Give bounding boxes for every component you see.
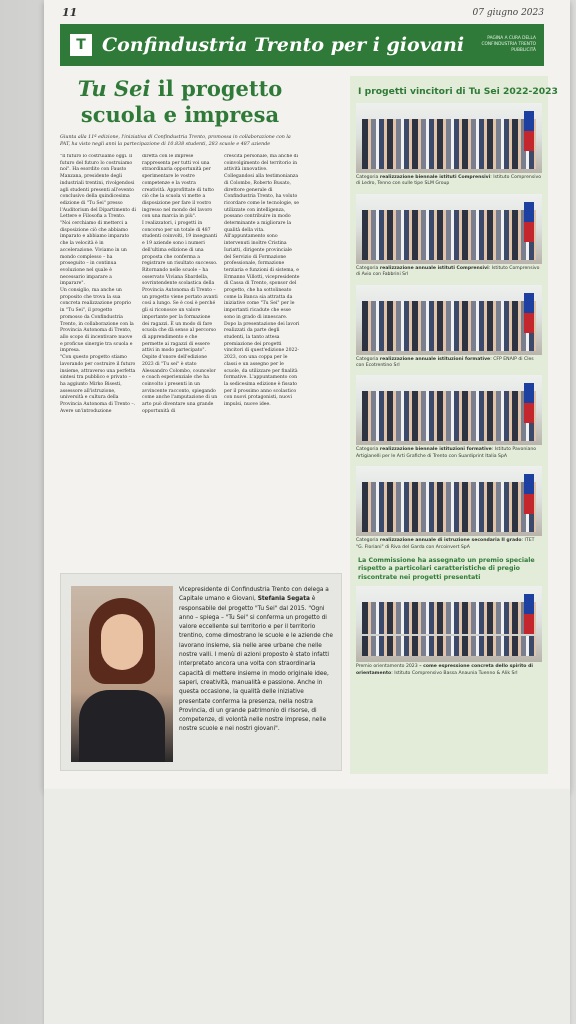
banner-side-note: PAGINA A CURA DELLA CONFINDUSTRIA TRENTO PUBBLICITÀ [481, 36, 536, 53]
winner-photo [356, 103, 542, 173]
caption-detail: : CFP ENAIP di Cles con Ecotrentino Srl [356, 356, 534, 369]
main-article [60, 76, 300, 550]
winner-photo [356, 285, 542, 355]
winner-photo [356, 466, 542, 536]
caption-category: realizzazione annuale di istruzione secondaria II grado [379, 538, 522, 544]
bio-box [60, 573, 342, 771]
caption-detail: : Istituto Comprensivo Bassa Anaunia Tuenno & Alik Srl [391, 670, 518, 676]
article-deck: Giunta alla 11ª edizione, l'iniziativa di Confindustria Trento, promossa in collaborazione con la PAT, ha visto negli anni la partecipazione di 10.838 studenti, 283 scuole e 487 aziende [60, 135, 291, 147]
winners-panel [350, 76, 558, 774]
winner-caption [356, 357, 542, 370]
winner-photo [356, 586, 542, 662]
article-column-2: diretta con le imprese rappresenta per tutti voi una straordinaria opportunità per sperimentare le vostre competenze e la vostra creatività. Approfittate di tutto ciò che la scuola vi mette a disposizione per fare il vostro ingresso nel mondo del lavoro con una marcia in più". I realizzatori, i progetti in concorso per un totale di 487 studenti coinvolti, 19 insegnanti e 19 aziende sono i numeri dell'ultima edizione di una proposta che conferma a registrare un risultato successo. Ritornando nelle scuole – ha osservato Viviana Sbardella, sovrintendente scolastica della Provincia Autonoma di Trento – un progetto viene portato avanti così a lungo. Se è così è perché gli si riconosce un valore importante per la formazione dei ragazzi. È un modo di fare scuola che dà senso al percorso di apprendimento e che permette ai ragazzi di essere attivi in modo partecipato". Ospite d'onore dell'edizione 2023 di "Tu sei" è stato Alessandro Colombo, councelor e coach esperienziale che ha coinvolto i presenti in un avvincente racconto, spiegando come anche l'amputazione di un arto può diventare una grande opportunità di [142, 154, 218, 414]
bio-name: Stefania Segata [257, 596, 310, 603]
article-headline [60, 76, 300, 128]
section-banner [60, 24, 544, 66]
winner-photo [356, 194, 542, 264]
caption-label: Categoria [356, 265, 380, 271]
winner-photo [356, 375, 542, 445]
winner-item [356, 285, 542, 370]
article-column-1: "Il futuro lo costruiamo oggi. Il futuro del futuro lo costruiamo noi". Ha esordito con Fausto Manzana, presidente degli industriali trentini, rivolgendosi agli studenti presenti all'evento conclusivo della quindicesima edizione di "Tu Sei" presso l'Auditorium del Dipartimento di Lettere e Filosofia a Trento. "Noi cerchiamo di metterci a disposizione ciò che abbiamo imparato e abbiamo imparato che la velocità è in accelerazione. Viviamo in un mondo complesso – ha proseguito – in continua evoluzione nel quale è necessario imparare a imparare". Un consiglio, ma anche un proposito che trova la sua concreta realizzazione proprio in "Tu Sei", il progetto promosso da Confindustria Trento, in collaborazione con la Provincia Autonoma di Trento, allo scopo di incentivare nuove e proficue sinergie tra scuola e impresa. "Con questo progetto stiamo lavorando per costruire il futuro insieme, attraverso una perfetta sintesi tra pubblico e privato – ha aggiunto Mirko Bisesti, assessore all'istruzione, università e cultura della Provincia Autonoma di Trento –. Avere un'introduzione [60, 154, 136, 414]
caption-label: Categoria [356, 538, 380, 544]
headline-rest: il progetto scuola e impresa [80, 76, 283, 127]
winner-caption [356, 664, 542, 677]
winner-caption [356, 175, 542, 188]
winner-item-special [356, 586, 542, 677]
winner-caption [356, 447, 542, 460]
caption-detail: : Istituto Comprensivo di Avio con Fabbrini Srl [356, 265, 540, 278]
caption-detail: : Istituto Comprensivo di Ledro, Tenno con sulle tipe SLM Group [356, 175, 542, 187]
winners-title: I progetti vincitori di Tu Sei 2022-2023 [358, 86, 558, 97]
caption-label: Categoria [356, 447, 380, 453]
headline-brand: Tu Sei [77, 76, 151, 101]
caption-category: realizzazione annuale istituzioni formative [379, 356, 491, 362]
winner-item [356, 375, 542, 460]
winner-item [356, 466, 542, 551]
confindustria-logo-icon: T [68, 32, 94, 58]
page-underside [44, 790, 570, 1024]
caption-category: – come espressione concreta dello spirito di orientamento [356, 664, 533, 676]
bio-text [179, 586, 335, 735]
caption-category: realizzazione annuale istituti Comprensivi [379, 265, 489, 271]
article-columns [60, 154, 300, 550]
winner-item [356, 103, 542, 188]
caption-category: realizzazione biennale istituti Comprensivi [379, 175, 491, 180]
bio-text-before: Vicepresidente di Confindustria Trento con delega a Capitale umano e Giovani, [179, 587, 329, 603]
caption-detail: : ITET "G. Floriani" di Riva del Garda con Arcoinvert SpA [356, 538, 535, 550]
caption-label: Premio orientamento 2023 [356, 664, 418, 670]
caption-label: Categoria [356, 356, 380, 362]
winner-item [356, 194, 542, 279]
portrait-photo [71, 586, 173, 762]
bio-text-after: è responsabile del progetto "Tu Sei" dal 2015. "Ogni anno – spiega – "Tu Sei" si conferma un progetto di valore eccellente sul territorio e per il territorio trentino, come dimostrano le scuole e le aziende che lavorano insieme, sia nelle aree urbane che nelle nostre valli. I menù di azioni proposto è stato infatti interpretato ancora una volta con straordinaria capacità di mettere insieme in modo originale idee, saperi, creatività, manualità e passione. Anche in questa occasione, la qualità delle iniziative presentate conferma la presenza, nella nostra Provincia, di un grande patrimonio di risorse, di competenze, di volontà nelle nostre imprese, nelle nostre scuole e nei nostri giovani". [179, 596, 333, 733]
winner-caption [356, 266, 542, 279]
winner-caption [356, 538, 542, 551]
page-date: 07 giugno 2023 [472, 8, 544, 18]
newspaper-page [44, 0, 570, 790]
article-column-3: crescita personale, ma anche di coinvolgimento del territorio in attività innovative. Collegandosi alla testimonianza di Colombo, Roberto Busato, direttore generale di Confindustria Trento, ha voluto ricordare come le tecnologie, se utilizzate con intelligenza, possano contribuire in modo determinante a migliorare la qualità della vita. All'appuntamento sono intervenuti inoltre Cristina Iuriatti, dirigente provinciale del Servizio di Formazione professionale, formazione terziaria e funzioni di sistema, e Ermanno Villotti, vicepresidente di Cassa di Trento, sponsor del progetto, che ha sottolineato come la Banca sia attratta da iniziative come "Tu Sei" per le importanti ricadute che esse sono in grado di innescare. Dopo la presentazione dei lavori realizzati da parte degli studenti, la tanto attesa premiazione dei progetti vincitori di quest'edizione 2022-2023, con una coppa per le classi e un assegno per le scuole, da utilizzare per finalità formative. L'appuntamento con la sedicesima edizione è fissato per il prossimo anno scolastico con nuovi protagonisti, nuovi impulsi, nuove idee. [224, 154, 300, 408]
caption-label: Categoria [356, 175, 380, 180]
caption-detail: : Istituto Pavoniano Artigianelli per le Arti Grafiche di Trento con Suardiprint Italia SpA [356, 447, 537, 459]
caption-category: realizzazione biennale istituzioni formative [379, 447, 492, 453]
page-number: 11 [62, 6, 78, 19]
banner-title: Confindustria Trento per i giovani [102, 34, 465, 56]
commission-note: La Commissione ha assegnato un premio speciale rispetto a particolari caratteristiche di pregio riscontrate nei progetti presentati [358, 557, 535, 581]
